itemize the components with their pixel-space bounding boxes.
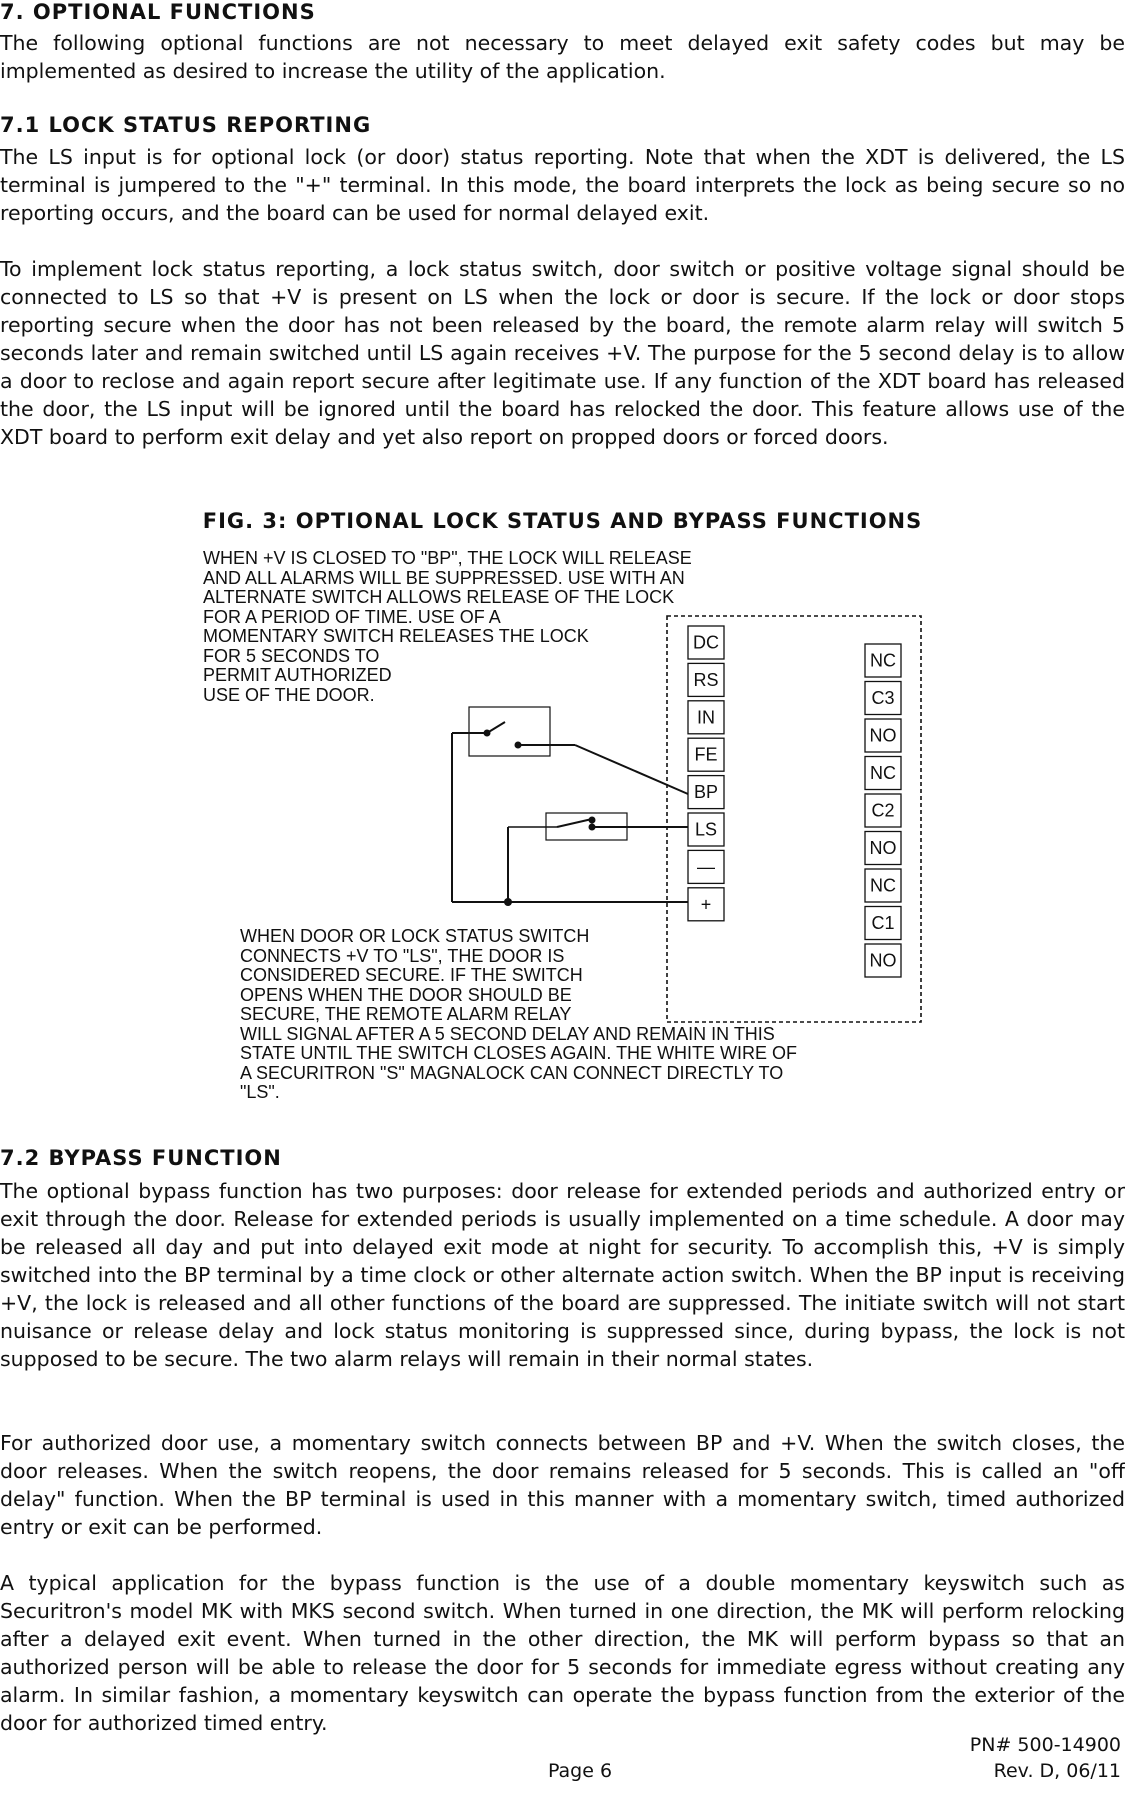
- section-7-1-paragraph-1: The LS input is for optional lock (or door) status reporting. Note that when the XDT is delivered, the LS terminal is jumpered to the "+" terminal. In this mode, the board interprets the lock as being secure so no reporting occurs, and the board can be used for normal delayed exit.: [0, 145, 1125, 225]
- left-terminal-label: DC: [693, 632, 719, 653]
- left-terminal-label: BP: [693, 782, 719, 803]
- part-number: PN# 500-14900: [969, 1734, 1121, 1756]
- left-terminal-strip: [688, 626, 724, 921]
- section-7-2-paragraph-3: A typical application for the bypass function is the use of a double momentary keyswitch such as Securitron's model MK with MKS second switch. When turned in one direction, the MK will perform relocking after a delayed exit event. When turned in the other direction, the MK will perform bypass so that an authorized person will be able to release the door for 5 seconds for immediate egress without creating any alarm. In similar fashion, a momentary keyswitch can operate the bypass function from the exterior of the door for authorized timed entry.: [0, 1571, 1125, 1735]
- right-terminal-label: C2: [871, 800, 895, 821]
- section-7-2-paragraph-1: The optional bypass function has two purposes: door release for extended periods and authorized entry or exit through the door. Release for extended periods is usually implemented on a time schedule. A door may be released all day and put into delayed exit mode at night for security. To accomplish this, +V is simply switched into the BP terminal by a time clock or other alternate action switch. When the BP input is receiving +V, the lock is released and all other functions of the board are suppressed. The initiate switch will not start nuisance or release delay and lock status monitoring is suppressed since, during bypass, the lock is not supposed to be secure. The two alarm relays will remain in their normal states.: [0, 1179, 1125, 1371]
- section-7-intro: The following optional functions are not necessary to meet delayed exit safety codes but may be implemented as desired to increase the utility of the application.: [0, 31, 1125, 83]
- right-terminal-label: NC: [870, 875, 896, 896]
- figure-title: FIG. 3: OPTIONAL LOCK STATUS AND BYPASS FUNCTIONS: [202, 509, 923, 533]
- bypass-switch-box: [469, 707, 550, 756]
- right-terminal-label: NC: [870, 650, 896, 671]
- lock-status-switch-contact-1: [589, 817, 596, 824]
- section-7-2-paragraph-2: For authorized door use, a momentary switch connects between BP and +V. When the switch closes, the door releases. When the switch reopens, the door remains released for 5 seconds. This is called an "off delay" function. When the BP terminal is used in this manner with a momentary switch, timed authorized entry or exit can be performed.: [0, 1431, 1125, 1539]
- lock-status-switch-blade: [557, 819, 592, 827]
- bypass-note: WHEN +V IS CLOSED TO "BP", THE LOCK WILL RELEASE AND ALL ALARMS WILL BE SUPPRESSED. USE WITH AN ALTERNATE SWITCH ALLOWS RELEASE OF THE LOCK FOR A PERIOD OF TIME. USE OF A MOMENTARY SWITCH RELEASES THE LOCK FOR 5 SECONDS TO PERMIT AUTHORIZED USE OF THE DOOR.: [203, 548, 692, 705]
- left-terminal-label: —: [697, 856, 715, 877]
- plus-v-junction: [504, 898, 512, 906]
- left-terminal-label: FE: [694, 744, 718, 765]
- left-terminal-label: RS: [693, 669, 719, 690]
- revision: Rev. D, 06/11: [993, 1760, 1121, 1782]
- right-terminal-label: NO: [869, 950, 897, 971]
- right-terminal-label: C1: [871, 913, 895, 933]
- left-terminal-label: +: [700, 894, 712, 915]
- left-terminal-label: LS: [694, 819, 718, 840]
- section-7-1-title: 7.1 LOCK STATUS REPORTING: [0, 113, 372, 137]
- bypass-wire-to-bp: [575, 745, 688, 794]
- right-terminal-label: NO: [869, 838, 897, 858]
- right-terminal-label: NO: [869, 725, 897, 746]
- right-terminal-label: NC: [870, 763, 896, 783]
- right-terminal-strip: [865, 644, 901, 977]
- section-7-1-paragraph-2: To implement lock status reporting, a lock status switch, door switch or positive voltage signal should be connected to LS so that +V is present on LS when the lock or door is secure. If the lock or door stops reporting secure when the door has not been released by the board, the remote alarm relay will switch 5 seconds later and remain switched until LS again receives +V. The purpose for the 5 second delay is to allow a door to reclose and again report secure after legitimate use. If any function of the XDT board has released the door, the LS input will be ignored until the board has relocked the door. This feature allows use of the XDT board to perform exit delay and yet also report on propped doors or forced doors.: [0, 257, 1125, 449]
- section-7-2-title: 7.2 BYPASS FUNCTION: [0, 1146, 282, 1170]
- wiring-diagram: [0, 540, 1125, 1115]
- left-terminal-label: IN: [697, 707, 715, 728]
- lock-status-note: WHEN DOOR OR LOCK STATUS SWITCH CONNECTS +V TO "LS", THE DOOR IS CONSIDERED SECURE. IF THE SWITCH OPENS WHEN THE DOOR SHOULD BE SECURE, THE REMOTE ALARM RELAY WILL SIGNAL AFTER A 5 SECOND DELAY AND REMAIN IN THIS STATE UNTIL THE SWITCH CLOSES AGAIN. THE WHITE WIRE OF A SECURITRON "S" MAGNALOCK CAN CONNECT DIRECTLY TO "LS".: [240, 926, 798, 1102]
- right-terminal-label: C3: [871, 688, 895, 708]
- section-7-title: 7. OPTIONAL FUNCTIONS: [0, 0, 316, 24]
- page-number: Page 6: [547, 1760, 613, 1782]
